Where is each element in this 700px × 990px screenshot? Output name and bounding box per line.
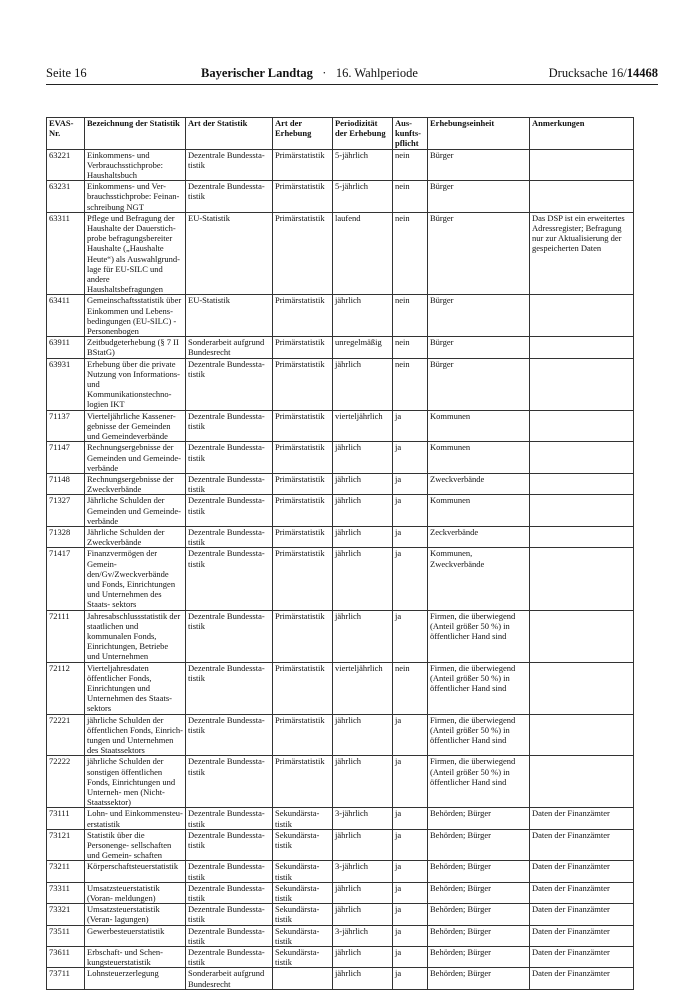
statistic-name-cell: Zeitbudgeterhebung (§ 7 II BStatG): [85, 337, 186, 358]
table-row: [47, 882, 634, 903]
evas-number-cell: 72222: [47, 756, 85, 808]
obligation-cell: ja: [393, 495, 428, 527]
remarks-cell: [530, 526, 634, 547]
remarks-cell: [530, 714, 634, 756]
table-row: [47, 358, 634, 410]
survey-unit-cell: Firmen, die überwiegend (Anteil größer 50 %) in öffentlicher Hand sind: [428, 756, 530, 808]
statistic-type-cell: EU-Statistik: [186, 295, 273, 337]
remarks-cell: Daten der Finanzämter: [530, 925, 634, 946]
column-header: EVAS-Nr.: [47, 118, 85, 150]
obligation-cell: ja: [393, 829, 428, 861]
statistic-name-cell: jährliche Schulden der sonstigen öffentlichen Fonds, Einrichtungen und Unterneh- men (Nicht-Staatssektor): [85, 756, 186, 808]
statistic-name-cell: Gewerbesteuerstatistik: [85, 925, 186, 946]
periodicity-cell: jährlich: [333, 548, 393, 610]
evas-number-cell: 71327: [47, 495, 85, 527]
obligation-cell: nein: [393, 662, 428, 714]
statistic-type-cell: Dezentrale Bundessta- tistik: [186, 410, 273, 442]
survey-type-cell: Primärstatistik: [273, 662, 333, 714]
obligation-cell: ja: [393, 410, 428, 442]
statistic-type-cell: EU-Statistik: [186, 212, 273, 295]
survey-type-cell: Primärstatistik: [273, 495, 333, 527]
statistic-type-cell: Dezentrale Bundessta- tistik: [186, 473, 273, 494]
statistic-name-cell: Umsatzsteuerstatistik (Veran- lagungen): [85, 904, 186, 925]
obligation-cell: ja: [393, 947, 428, 968]
evas-number-cell: 63311: [47, 212, 85, 295]
obligation-cell: ja: [393, 714, 428, 756]
statistic-name-cell: Vierteljahresdaten öffentlicher Fonds, Einrichtungen und Unternehmen des Staats- sektors: [85, 662, 186, 714]
survey-type-cell: Primärstatistik: [273, 548, 333, 610]
evas-number-cell: 73211: [47, 861, 85, 882]
remarks-cell: [530, 410, 634, 442]
document-number: [549, 66, 658, 81]
statistic-name-cell: Rechnungsergebnisse der Zweckverbände: [85, 473, 186, 494]
obligation-cell: ja: [393, 473, 428, 494]
obligation-cell: ja: [393, 442, 428, 474]
statistic-name-cell: Umsatzsteuerstatistik (Voran- meldungen): [85, 882, 186, 903]
statistic-type-cell: Dezentrale Bundessta- tistik: [186, 904, 273, 925]
periodicity-cell: jährlich: [333, 295, 393, 337]
survey-unit-cell: Behörden; Bürger: [428, 947, 530, 968]
survey-unit-cell: Kommunen, Zweckverbände: [428, 548, 530, 610]
survey-type-cell: Primärstatistik: [273, 442, 333, 474]
evas-number-cell: 71328: [47, 526, 85, 547]
survey-unit-cell: Behörden; Bürger: [428, 904, 530, 925]
obligation-cell: ja: [393, 925, 428, 946]
periodicity-cell: jährlich: [333, 829, 393, 861]
survey-unit-cell: Bürger: [428, 181, 530, 213]
table-row: [47, 925, 634, 946]
statistic-name-cell: Erhebung über die private Nutzung von Informations- und Kommunikationstechno- logien IKT: [85, 358, 186, 410]
obligation-cell: nein: [393, 212, 428, 295]
table-row: [47, 756, 634, 808]
table-row: [47, 410, 634, 442]
statistic-name-cell: Jahresabschlussstatistik der staatlichen und kommunalen Fonds, Einrichtungen, Betriebe und Unternehmen: [85, 610, 186, 662]
column-header: Anmerkungen: [530, 118, 634, 150]
statistic-name-cell: Gemeinschaftsstatistik über Einkommen und Lebens- bedingungen (EU-SILC) - Personenbogen: [85, 295, 186, 337]
evas-number-cell: 73611: [47, 947, 85, 968]
obligation-cell: nein: [393, 181, 428, 213]
table-row: [47, 947, 634, 968]
obligation-cell: ja: [393, 904, 428, 925]
table-row: [47, 662, 634, 714]
survey-unit-cell: Bürger: [428, 337, 530, 358]
periodicity-cell: vierteljährlich: [333, 662, 393, 714]
statistic-type-cell: Dezentrale Bundessta- tistik: [186, 808, 273, 829]
remarks-cell: Daten der Finanzämter: [530, 904, 634, 925]
statistic-type-cell: Dezentrale Bundessta- tistik: [186, 925, 273, 946]
table-row: [47, 442, 634, 474]
evas-number-cell: 63411: [47, 295, 85, 337]
periodicity-cell: jährlich: [333, 526, 393, 547]
obligation-cell: ja: [393, 861, 428, 882]
survey-unit-cell: Bürger: [428, 212, 530, 295]
survey-type-cell: Sekundärsta- tistik: [273, 882, 333, 903]
survey-type-cell: Primärstatistik: [273, 410, 333, 442]
evas-number-cell: 73711: [47, 968, 85, 989]
survey-unit-cell: Kommunen: [428, 410, 530, 442]
obligation-cell: nein: [393, 149, 428, 181]
obligation-cell: ja: [393, 526, 428, 547]
survey-type-cell: Primärstatistik: [273, 756, 333, 808]
table-row: [47, 829, 634, 861]
survey-type-cell: Primärstatistik: [273, 181, 333, 213]
table-row: [47, 904, 634, 925]
statistic-type-cell: Dezentrale Bundessta- tistik: [186, 149, 273, 181]
evas-number-cell: 73311: [47, 882, 85, 903]
table-row: [47, 212, 634, 295]
table-row: [47, 473, 634, 494]
periodicity-cell: vierteljährlich: [333, 410, 393, 442]
table-row: [47, 337, 634, 358]
survey-type-cell: Primärstatistik: [273, 295, 333, 337]
remarks-cell: [530, 756, 634, 808]
survey-unit-cell: Firmen, die überwiegend (Anteil größer 50 %) in öffentlicher Hand sind: [428, 610, 530, 662]
periodicity-cell: jährlich: [333, 756, 393, 808]
periodicity-cell: 3-jährlich: [333, 861, 393, 882]
statistic-type-cell: Dezentrale Bundessta- tistik: [186, 662, 273, 714]
survey-type-cell: Sekundärsta- tistik: [273, 808, 333, 829]
table-row: [47, 295, 634, 337]
table-row: [47, 181, 634, 213]
survey-type-cell: Sekundärsta- tistik: [273, 947, 333, 968]
statistics-table: [46, 117, 634, 990]
statistic-type-cell: Dezentrale Bundessta- tistik: [186, 548, 273, 610]
column-header: Bezeichnung der Statistik: [85, 118, 186, 150]
legislative-period: 16. Wahlperiode: [335, 66, 418, 80]
remarks-cell: [530, 337, 634, 358]
evas-number-cell: 63931: [47, 358, 85, 410]
statistic-type-cell: Dezentrale Bundessta- tistik: [186, 181, 273, 213]
statistic-name-cell: Erbschaft- und Schen- kungsteuerstatistik: [85, 947, 186, 968]
survey-type-cell: Primärstatistik: [273, 212, 333, 295]
remarks-cell: [530, 473, 634, 494]
evas-number-cell: 73511: [47, 925, 85, 946]
statistic-type-cell: Dezentrale Bundessta- tistik: [186, 714, 273, 756]
survey-type-cell: Primärstatistik: [273, 149, 333, 181]
remarks-cell: Das DSP ist ein erweitertes Adressregister; Befragung nur zur Aktualisierung der gespeicherten Daten: [530, 212, 634, 295]
periodicity-cell: 3-jährlich: [333, 808, 393, 829]
survey-unit-cell: Behörden; Bürger: [428, 882, 530, 903]
periodicity-cell: jährlich: [333, 714, 393, 756]
evas-number-cell: 73111: [47, 808, 85, 829]
statistic-name-cell: jährliche Schulden der öffentlichen Fonds, Einrich- tungen und Unternehmen des Staatssektors: [85, 714, 186, 756]
statistic-type-cell: Dezentrale Bundessta- tistik: [186, 526, 273, 547]
remarks-cell: [530, 358, 634, 410]
table-row: [47, 495, 634, 527]
statistic-type-cell: Dezentrale Bundessta- tistik: [186, 861, 273, 882]
periodicity-cell: laufend: [333, 212, 393, 295]
periodicity-cell: 3-jährlich: [333, 925, 393, 946]
periodicity-cell: jährlich: [333, 495, 393, 527]
document-id: 14468: [626, 66, 658, 80]
statistic-type-cell: Dezentrale Bundessta- tistik: [186, 947, 273, 968]
evas-number-cell: 63231: [47, 181, 85, 213]
evas-number-cell: 72111: [47, 610, 85, 662]
statistic-type-cell: Dezentrale Bundessta- tistik: [186, 756, 273, 808]
column-header: Art der Statistik: [186, 118, 273, 150]
statistic-type-cell: Dezentrale Bundessta- tistik: [186, 829, 273, 861]
periodicity-cell: jährlich: [333, 442, 393, 474]
evas-number-cell: 73121: [47, 829, 85, 861]
obligation-cell: nein: [393, 337, 428, 358]
statistic-name-cell: Statistik über die Personenge- sellschaften und Gemein- schaften: [85, 829, 186, 861]
evas-number-cell: 71148: [47, 473, 85, 494]
remarks-cell: [530, 662, 634, 714]
survey-type-cell: Primärstatistik: [273, 610, 333, 662]
periodicity-cell: jährlich: [333, 610, 393, 662]
remarks-cell: Daten der Finanzämter: [530, 882, 634, 903]
survey-type-cell: Sekundärsta- tistik: [273, 829, 333, 861]
remarks-cell: Daten der Finanzämter: [530, 861, 634, 882]
header-center: [201, 66, 418, 81]
survey-type-cell: [273, 968, 333, 989]
remarks-cell: Daten der Finanzämter: [530, 968, 634, 989]
survey-unit-cell: Zeckverbände: [428, 526, 530, 547]
remarks-cell: Daten der Finanzämter: [530, 808, 634, 829]
statistic-type-cell: Dezentrale Bundessta- tistik: [186, 442, 273, 474]
obligation-cell: ja: [393, 610, 428, 662]
statistic-type-cell: Dezentrale Bundessta- tistik: [186, 358, 273, 410]
parliament-name: Bayerischer Landtag: [201, 66, 313, 80]
statistic-type-cell: Dezentrale Bundessta- tistik: [186, 495, 273, 527]
survey-unit-cell: Bürger: [428, 295, 530, 337]
evas-number-cell: 71417: [47, 548, 85, 610]
survey-type-cell: Sekundärsta- tistik: [273, 861, 333, 882]
periodicity-cell: jährlich: [333, 904, 393, 925]
column-header: Aus- kunfts- pflicht: [393, 118, 428, 150]
table-row: [47, 149, 634, 181]
obligation-cell: nein: [393, 295, 428, 337]
table-row: [47, 548, 634, 610]
page-header: [46, 66, 658, 84]
statistic-name-cell: Einkommens- und Verbrauchsstichprobe: Haushaltsbuch: [85, 149, 186, 181]
periodicity-cell: jährlich: [333, 947, 393, 968]
statistic-type-cell: Dezentrale Bundessta- tistik: [186, 610, 273, 662]
survey-unit-cell: Bürger: [428, 149, 530, 181]
header-rule: [46, 84, 658, 85]
table-header-row: [47, 118, 634, 150]
statistic-name-cell: Jährliche Schulden der Gemeinden und Gemeinde- verbände: [85, 495, 186, 527]
periodicity-cell: 5-jährlich: [333, 181, 393, 213]
survey-type-cell: Sekundärsta- tistik: [273, 904, 333, 925]
table-row: [47, 968, 634, 989]
survey-unit-cell: Firmen, die überwiegend (Anteil größer 50 %) in öffentlicher Hand sind: [428, 714, 530, 756]
periodicity-cell: jährlich: [333, 473, 393, 494]
remarks-cell: [530, 610, 634, 662]
obligation-cell: ja: [393, 968, 428, 989]
statistic-name-cell: Einkommens- und Ver- brauchsstichprobe: Feinan- schreibung NGT: [85, 181, 186, 213]
periodicity-cell: unregelmäßig: [333, 337, 393, 358]
obligation-cell: nein: [393, 358, 428, 410]
column-header: Art der Erhebung: [273, 118, 333, 150]
statistic-name-cell: Körperschaftsteuerstatistik: [85, 861, 186, 882]
remarks-cell: [530, 295, 634, 337]
statistic-name-cell: Pflege und Befragung der Haushalte der Dauerstich- probe befragungsbereiter Haushalte („Haushalte Heute“) als Auswahlgrund- lage für EU-SILC und andere Haushaltsbefragungen: [85, 212, 186, 295]
survey-unit-cell: Behörden; Bürger: [428, 829, 530, 861]
column-header: Erhebungseinheit: [428, 118, 530, 150]
remarks-cell: [530, 149, 634, 181]
survey-unit-cell: Behörden; Bürger: [428, 968, 530, 989]
statistic-name-cell: Finanzvermögen der Gemein- den/Gv/Zweckverbände und Fonds, Einrichtungen und Unternehmen des Staats- sektors: [85, 548, 186, 610]
obligation-cell: ja: [393, 808, 428, 829]
statistic-type-cell: Sonderarbeit aufgrund Bundesrecht: [186, 968, 273, 989]
statistic-name-cell: Jährliche Schulden der Zweckverbände: [85, 526, 186, 547]
table-row: [47, 808, 634, 829]
statistic-type-cell: Dezentrale Bundessta- tistik: [186, 882, 273, 903]
statistic-name-cell: Vierteljährliche Kassener- gebnisse der Gemeinden und Gemeindeverbände: [85, 410, 186, 442]
obligation-cell: ja: [393, 756, 428, 808]
periodicity-cell: jährlich: [333, 882, 393, 903]
survey-unit-cell: Zweckverbände: [428, 473, 530, 494]
column-header: Periodizität der Erhebung: [333, 118, 393, 150]
remarks-cell: Daten der Finanzämter: [530, 829, 634, 861]
survey-type-cell: Primärstatistik: [273, 714, 333, 756]
survey-unit-cell: Firmen, die überwiegend (Anteil größer 50 %) in öffentlicher Hand sind: [428, 662, 530, 714]
remarks-cell: Daten der Finanzämter: [530, 947, 634, 968]
survey-type-cell: Primärstatistik: [273, 526, 333, 547]
survey-type-cell: Primärstatistik: [273, 358, 333, 410]
statistic-name-cell: Lohnsteuerzerlegung: [85, 968, 186, 989]
statistic-type-cell: Sonderarbeit aufgrund Bundesrecht: [186, 337, 273, 358]
survey-unit-cell: Bürger: [428, 358, 530, 410]
survey-unit-cell: Behörden; Bürger: [428, 861, 530, 882]
statistic-name-cell: Lohn- und Einkommensteu- erstatistik: [85, 808, 186, 829]
survey-unit-cell: Kommunen: [428, 442, 530, 474]
remarks-cell: [530, 442, 634, 474]
table-row: [47, 714, 634, 756]
evas-number-cell: 72221: [47, 714, 85, 756]
header-separator: ·: [322, 66, 327, 80]
table-row: [47, 526, 634, 547]
evas-number-cell: 63911: [47, 337, 85, 358]
remarks-cell: [530, 181, 634, 213]
survey-type-cell: Primärstatistik: [273, 473, 333, 494]
remarks-cell: [530, 548, 634, 610]
obligation-cell: ja: [393, 548, 428, 610]
evas-number-cell: 63221: [47, 149, 85, 181]
periodicity-cell: jährlich: [333, 968, 393, 989]
evas-number-cell: 73321: [47, 904, 85, 925]
page-number: Seite 16: [46, 66, 87, 80]
table-body: [47, 149, 634, 989]
survey-type-cell: Sekundärsta- tistik: [273, 925, 333, 946]
survey-unit-cell: Behörden; Bürger: [428, 925, 530, 946]
document-prefix: Drucksache 16/: [548, 66, 627, 80]
table-row: [47, 861, 634, 882]
periodicity-cell: 5-jährlich: [333, 149, 393, 181]
evas-number-cell: 71137: [47, 410, 85, 442]
evas-number-cell: 72112: [47, 662, 85, 714]
survey-type-cell: Primärstatistik: [273, 337, 333, 358]
statistic-name-cell: Rechnungsergebnisse der Gemeinden und Gemeinde- verbände: [85, 442, 186, 474]
survey-unit-cell: Kommunen: [428, 495, 530, 527]
survey-unit-cell: Behörden; Bürger: [428, 808, 530, 829]
obligation-cell: ja: [393, 882, 428, 903]
remarks-cell: [530, 495, 634, 527]
evas-number-cell: 71147: [47, 442, 85, 474]
periodicity-cell: jährlich: [333, 358, 393, 410]
table-row: [47, 610, 634, 662]
